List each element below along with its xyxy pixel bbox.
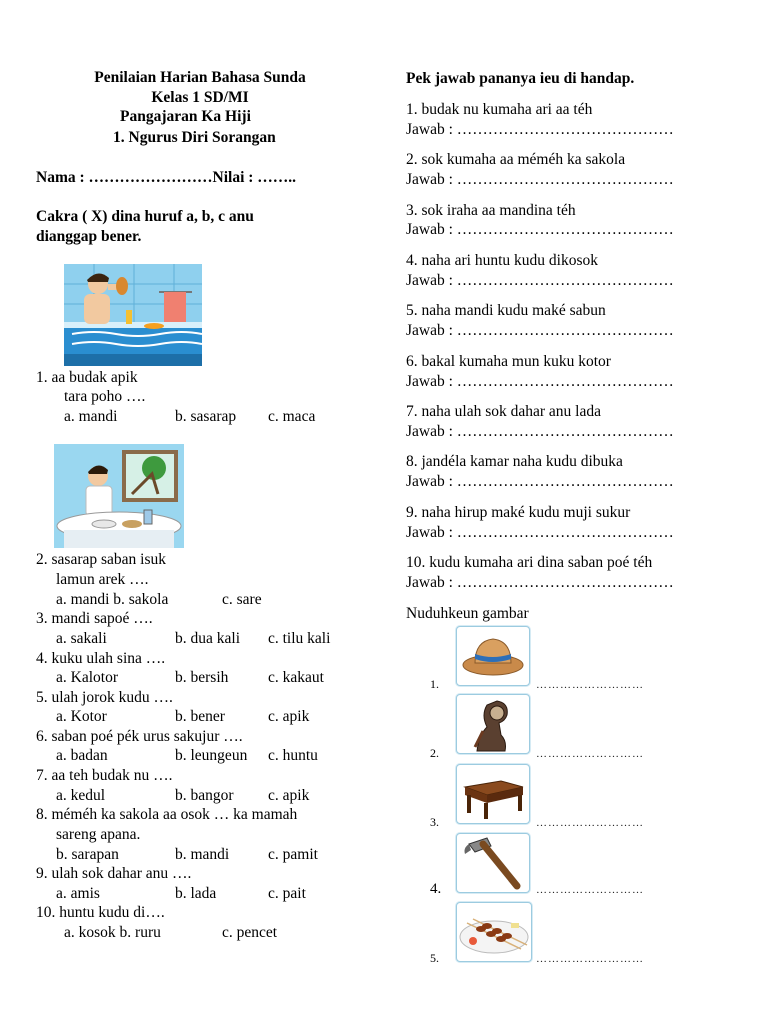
question-5: 5. ulah jorok kudu …. (36, 689, 173, 706)
essay-question-9: 9. naha hirup maké kudu muji sukur (406, 504, 631, 521)
satay-icon (457, 903, 531, 961)
essay-question-10: 10. kudu kumaha ari dina saban poé téh (406, 554, 653, 571)
essay-question-7: 7. naha ulah sok dahar anu lada (406, 403, 601, 420)
answer-line-5[interactable]: Jawab : …………………………………… (406, 322, 674, 339)
question-8-option-c[interactable]: c. pamit (268, 846, 318, 863)
question-5-option-a[interactable]: a. Kotor (56, 708, 107, 725)
question-4: 4. kuku ulah sina …. (36, 650, 166, 667)
instruction-line-1: Cakra ( X) dina huruf a, b, c anu (36, 208, 254, 225)
answer-line-7[interactable]: Jawab : …………………………………… (406, 423, 674, 440)
picture-answer-1[interactable]: ……………………… (536, 679, 644, 691)
answer-line-1[interactable]: Jawab : …………………………………… (406, 121, 674, 138)
picture-answer-2[interactable]: ……………………… (536, 748, 644, 760)
essay-question-4: 4. naha ari huntu kudu dikosok (406, 252, 599, 269)
question-7-option-c[interactable]: c. apik (268, 787, 310, 804)
answer-line-4[interactable]: Jawab : …………………………………… (406, 272, 674, 289)
picture-number-1: 1. (430, 677, 439, 691)
question-2-option-c[interactable]: c. sare (222, 591, 262, 608)
essay-question-1: 1. budak nu kumaha ari aa téh (406, 101, 593, 118)
question-10-option-a[interactable]: a. kosok b. ruru (64, 924, 161, 941)
question-10: 10. huntu kudu di…. (36, 904, 165, 921)
picture-frame-5 (456, 902, 532, 962)
question-3-option-c[interactable]: c. tilu kali (268, 630, 331, 647)
question-1-option-c[interactable]: c. maca (268, 408, 316, 425)
wooden-table-icon (457, 765, 529, 823)
question-6-option-a[interactable]: a. badan (56, 747, 108, 764)
picture-number-2: 2. (430, 746, 439, 760)
essay-question-5: 5. naha mandi kudu maké sabun (406, 302, 606, 319)
name-score-line: Nama : ……………………Nilai : …….. (36, 169, 297, 186)
question-4-option-b[interactable]: b. bersih (175, 669, 229, 686)
essay-question-3: 3. sok iraha aa mandina téh (406, 202, 576, 219)
question-1-line-1: 1. aa budak apik (36, 369, 138, 386)
answer-line-10[interactable]: Jawab : …………………………………… (406, 574, 674, 591)
picture-number-4: 4. (430, 881, 442, 897)
question-2-line-1: 2. sasarap saban isuk (36, 551, 166, 568)
wayang-puppet-icon (457, 695, 529, 753)
question-7-option-a[interactable]: a. kedul (56, 787, 106, 804)
picture-frame-3 (456, 764, 530, 824)
question-3-option-b[interactable]: b. dua kali (175, 630, 240, 647)
question-8-line-1: 8. méméh ka sakola aa osok … ka mamah (36, 806, 298, 823)
topic-label: 1. Ngurus Diri Sorangan (113, 129, 276, 146)
answer-line-8[interactable]: Jawab : …………………………………… (406, 473, 674, 490)
question-4-option-a[interactable]: a. Kalotor (56, 669, 118, 686)
question-6: 6. saban poé pék urus sakujur …. (36, 728, 243, 745)
question-9: 9. ulah sok dahar anu …. (36, 865, 192, 882)
answer-line-9[interactable]: Jawab : …………………………………… (406, 524, 674, 541)
essay-heading: Pek jawab pananya ieu di handap. (406, 70, 635, 87)
question-7: 7. aa teh budak nu …. (36, 767, 173, 784)
question-6-option-b[interactable]: b. leungeun (175, 747, 248, 764)
question-9-option-a[interactable]: a. amis (56, 885, 100, 902)
picture-frame-1 (456, 626, 530, 686)
picture-frame-2 (456, 694, 530, 754)
bathing-boy-illustration (64, 264, 202, 366)
grade-label: Kelas 1 SD/MI (151, 89, 249, 106)
picture-answer-3[interactable]: ……………………… (536, 817, 644, 829)
instruction-line-2: dianggap bener. (36, 228, 142, 245)
answer-line-2[interactable]: Jawab : …………………………………… (406, 171, 674, 188)
question-1-option-b[interactable]: b. sasarap (175, 408, 237, 425)
question-10-option-c[interactable]: c. pencet (222, 924, 278, 941)
answer-line-6[interactable]: Jawab : …………………………………… (406, 373, 674, 390)
essay-question-2: 2. sok kumaha aa méméh ka sakola (406, 151, 626, 168)
picture-frame-4 (456, 833, 530, 893)
answer-line-3[interactable]: Jawab : …………………………………… (406, 221, 674, 238)
lesson-label: Pangajaran Ka Hiji (120, 108, 251, 125)
question-3: 3. mandi sapoé …. (36, 610, 153, 627)
picture-number-3: 3. (430, 815, 439, 829)
question-2-line-2: lamun arek …. (56, 571, 149, 588)
question-8-option-b[interactable]: b. mandi (175, 846, 230, 863)
essay-question-8: 8. jandéla kamar naha kudu dibuka (406, 453, 623, 470)
worksheet-title: Penilaian Harian Bahasa Sunda (94, 69, 306, 86)
question-8-line-2: sareng apana. (56, 826, 141, 843)
question-9-option-c[interactable]: c. pait (268, 885, 306, 902)
question-1-line-2: tara poho …. (64, 388, 146, 405)
question-4-option-c[interactable]: c. kakaut (268, 669, 324, 686)
picture-answer-4[interactable]: ……………………… (536, 884, 644, 896)
hat-icon (457, 627, 529, 685)
question-9-option-b[interactable]: b. lada (175, 885, 217, 902)
hammer-icon (457, 834, 529, 892)
question-5-option-b[interactable]: b. bener (175, 708, 225, 725)
picture-number-5: 5. (430, 951, 439, 965)
question-8-option-a[interactable]: b. sarapan (56, 846, 119, 863)
question-6-option-c[interactable]: c. huntu (268, 747, 318, 764)
question-5-option-c[interactable]: c. apik (268, 708, 310, 725)
essay-question-6: 6. bakal kumaha mun kuku kotor (406, 353, 611, 370)
breakfast-boy-illustration (54, 444, 184, 548)
question-3-option-a[interactable]: a. sakali (56, 630, 107, 647)
question-1-option-a[interactable]: a. mandi (64, 408, 118, 425)
question-2-option-a[interactable]: a. mandi b. sakola (56, 591, 169, 608)
picture-answer-5[interactable]: ……………………… (536, 953, 644, 965)
picture-heading: Nuduhkeun gambar (406, 605, 529, 622)
question-7-option-b[interactable]: b. bangor (175, 787, 234, 804)
